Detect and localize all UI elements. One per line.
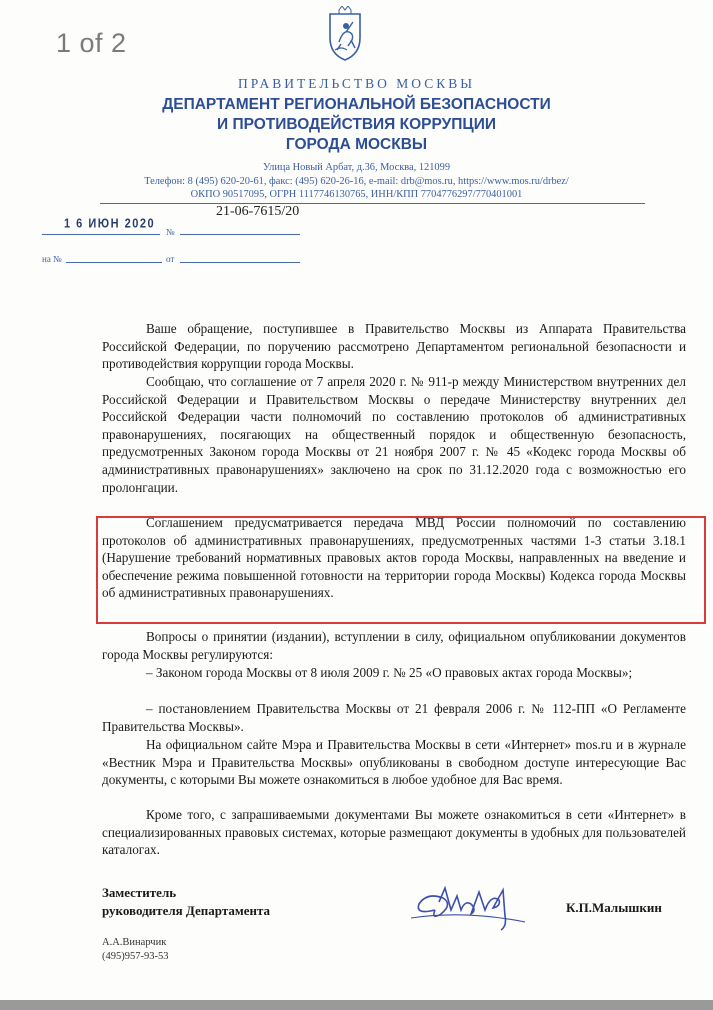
red-highlight-box (96, 516, 706, 624)
paragraph-6: Кроме того, с запрашиваемыми документами Вы можете ознакомиться в сети «Интернет» в специализированных правовых системах, которые размещают документы в удобных для пользователей каталогах. (102, 807, 686, 858)
number-line (180, 234, 300, 235)
signatory-position-line-2: руководителя Департамента (102, 903, 271, 918)
signatory-position-line-1: Заместитель (102, 885, 177, 900)
page-bottom-edge (0, 1000, 713, 1010)
number-label: № (166, 227, 175, 237)
page-indicator: 1 of 2 (56, 28, 127, 58)
moscow-coat-of-arms-icon (327, 6, 363, 62)
department-title-line-2: И ПРОТИВОДЕЙСТВИЯ КОРРУПЦИИ (217, 116, 496, 133)
department-codes: ОКПО 90517095, ОГРН 1117746130765, ИНН/КПП 7704776297/770401001 (190, 189, 523, 200)
reply-to-line (66, 262, 162, 263)
department-address: Улица Новый Арбат, д.36, Москва, 121099 (262, 162, 451, 173)
executor-name: А.А.Винарчик (102, 937, 167, 948)
list-item-law: – Законом города Москвы от 8 июля 2009 г. № 25 «О правовых актах города Москвы»; (146, 665, 633, 680)
executor-info (102, 936, 169, 964)
date-line (42, 234, 160, 235)
handwritten-signature (405, 880, 530, 935)
reply-to-label: на № (42, 254, 62, 264)
paragraph-4: Вопросы о принятии (издании), вступлении в силу, официальном опубликовании документов города Москвы регулируются: (102, 629, 686, 662)
list-item-resolution: – постановлением Правительства Москвы от 21 февраля 2006 г. № 112-ПП «О Регламенте Правительства Москвы». (102, 701, 686, 734)
signatory-name: К.П.Малышкин (566, 900, 662, 915)
letterhead-divider (100, 203, 645, 204)
paragraph-1: Ваше обращение, поступившее в Правительство Москвы из Аппарата Правительства Российской Федерации, по поручению рассмотрено Департаментом региональной безопасности и противодействия коррупции города Москвы. (102, 321, 686, 372)
department-contacts: Телефон: 8 (495) 620-20-61, факс: (495) 620-26-16, e-mail: drb@mos.ru, https://www.mos.ru/drbez/ (144, 176, 569, 187)
signatory-position (102, 884, 270, 920)
department-title-line-3: ГОРОДА МОСКВЫ (285, 136, 428, 153)
paragraph-2: Сообщаю, что соглашение от 7 апреля 2020 г. № 911-р между Министерством внутренних дел Российской Федерации и Правительством Москвы о передаче Министерству внутренних дел Российской Федерации части полномочий по составлению протоколов об административных правонарушениях, посягающих на общественный порядок и общественную безопасность, предусмотренных Законом города Москвы от 21 ноября 2007 г. № 45 «Кодекс города Москвы об административных правонарушениях» заключено на срок по 31.12.2020 года с возможностью его пролонгации. (102, 374, 686, 495)
paragraph-5: На официальном сайте Мэра и Правительства Москвы в сети «Интернет» mos.ru и в журнале «Вестник Мэра и Правительства Москвы» опубликованы в свободном доступе интересующие Вас документы, с которыми Вы можете ознакомиться в любое удобное для Вас время. (102, 737, 686, 788)
registration-number: 21-06-7615/20 (216, 204, 300, 219)
from-line (180, 262, 300, 263)
government-title: ПРАВИТЕЛЬСТВО МОСКВЫ (237, 76, 475, 91)
executor-phone: (495)957-93-53 (102, 951, 169, 962)
registration-date-stamp: 1 6 ИЮН 2020 (64, 217, 156, 231)
from-label: от (166, 254, 175, 264)
department-title-line-1: ДЕПАРТАМЕНТ РЕГИОНАЛЬНОЙ БЕЗОПАСНОСТИ (162, 96, 551, 113)
paragraph-3-highlighted: Соглашением предусматривается передача МВД России полномочий по составлению протоколов об административных правонарушениях, предусмотренных частями 1-3 статьи 3.18.1 (Нарушение требований нормативных правовых актов города Москвы, направленных на введение и обеспечение режима повышенной готовности на территории города Москвы) Кодекса города Москвы об административных правонарушениях. (102, 515, 686, 601)
